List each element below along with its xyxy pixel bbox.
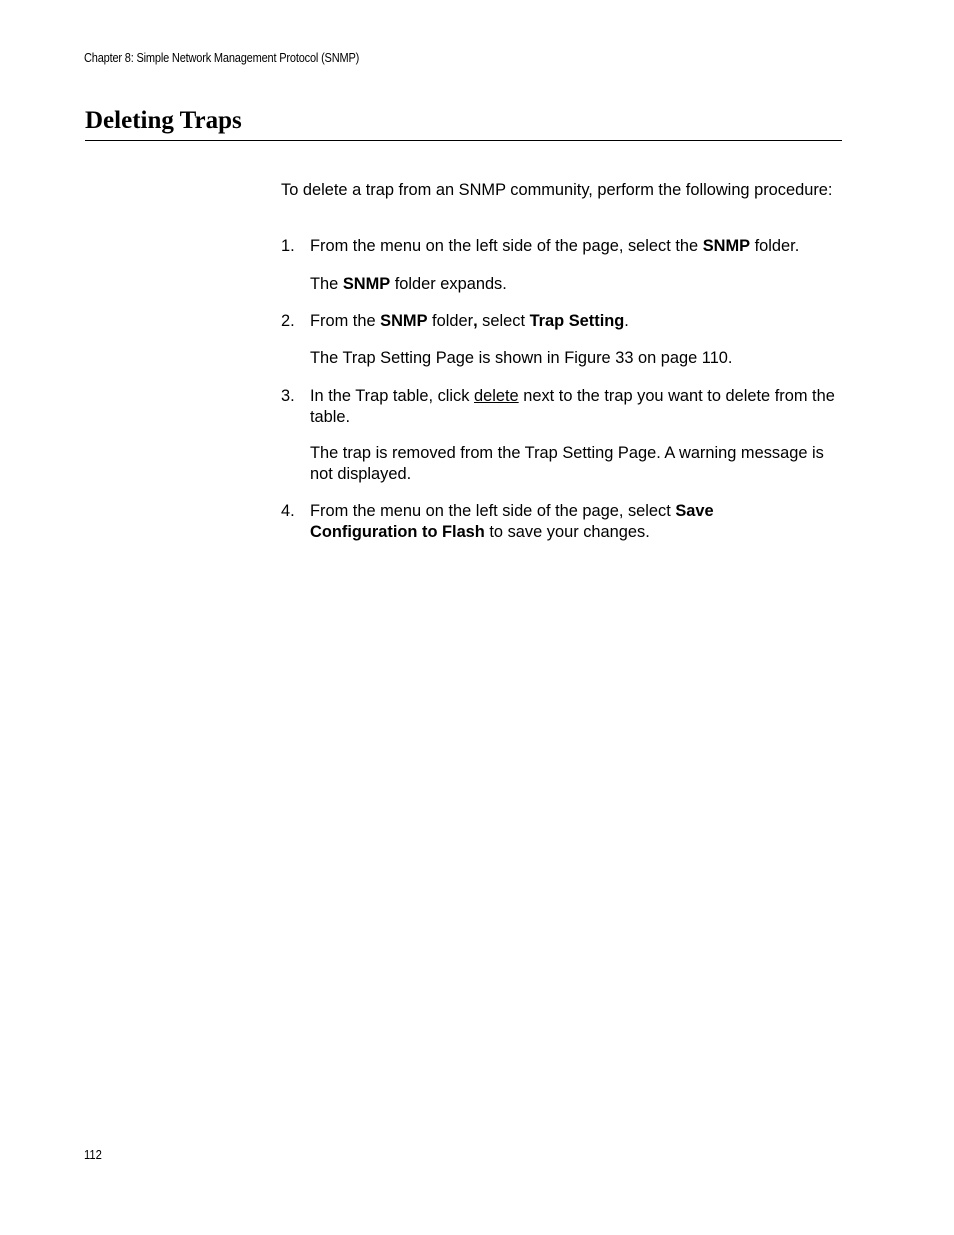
- title-divider: [85, 140, 842, 141]
- section-title: Deleting Traps: [85, 107, 242, 134]
- step-text-part: folder: [427, 312, 474, 330]
- result-text-part: The: [310, 275, 343, 293]
- step-text-part: In the Trap table, click: [310, 387, 474, 405]
- step-1-result: [310, 274, 841, 295]
- step-text-part: folder.: [750, 237, 800, 255]
- step-text-part: From the menu on the left side of the page, select: [310, 502, 676, 520]
- step-text-part: ,: [473, 312, 478, 330]
- step-number: 2.: [281, 312, 295, 330]
- step-text-part: From the menu on the left side of the page, select the: [310, 237, 703, 255]
- ui-term: Save Configuration to Flash: [310, 502, 714, 541]
- step-text-part: From the: [310, 312, 381, 330]
- intro-paragraph: To delete a trap from an SNMP community, perform the following procedure:: [281, 181, 833, 199]
- step-text: [310, 386, 841, 427]
- step-text-part: next to the trap you want to delete from the table.: [310, 387, 835, 426]
- step-3-result: The trap is removed from the Trap Setting Page. A warning message is not displayed.: [310, 444, 824, 483]
- running-header: Chapter 8: Simple Network Management Protocol (SNMP): [84, 51, 360, 65]
- step-text: [310, 501, 750, 542]
- step-text-part: .: [624, 312, 629, 330]
- step-text-part: to save your changes.: [484, 522, 650, 541]
- step-number: 4.: [281, 502, 295, 520]
- result-text-part: folder expands.: [390, 275, 507, 293]
- step-text: [310, 311, 841, 332]
- step-number: 3.: [281, 387, 295, 405]
- ui-term: SNMP: [380, 312, 428, 330]
- step-number: 1.: [281, 237, 295, 255]
- step-2-result: The Trap Setting Page is shown in Figure 33 on page 110.: [310, 349, 733, 367]
- ui-term: SNMP: [342, 275, 391, 293]
- ui-term: Trap Setting: [529, 312, 625, 330]
- delete-link[interactable]: delete: [474, 387, 519, 405]
- step-text: [310, 236, 841, 257]
- step-text-part: select: [477, 312, 530, 330]
- ui-term: SNMP: [702, 237, 751, 255]
- page-number: 112: [84, 1148, 102, 1162]
